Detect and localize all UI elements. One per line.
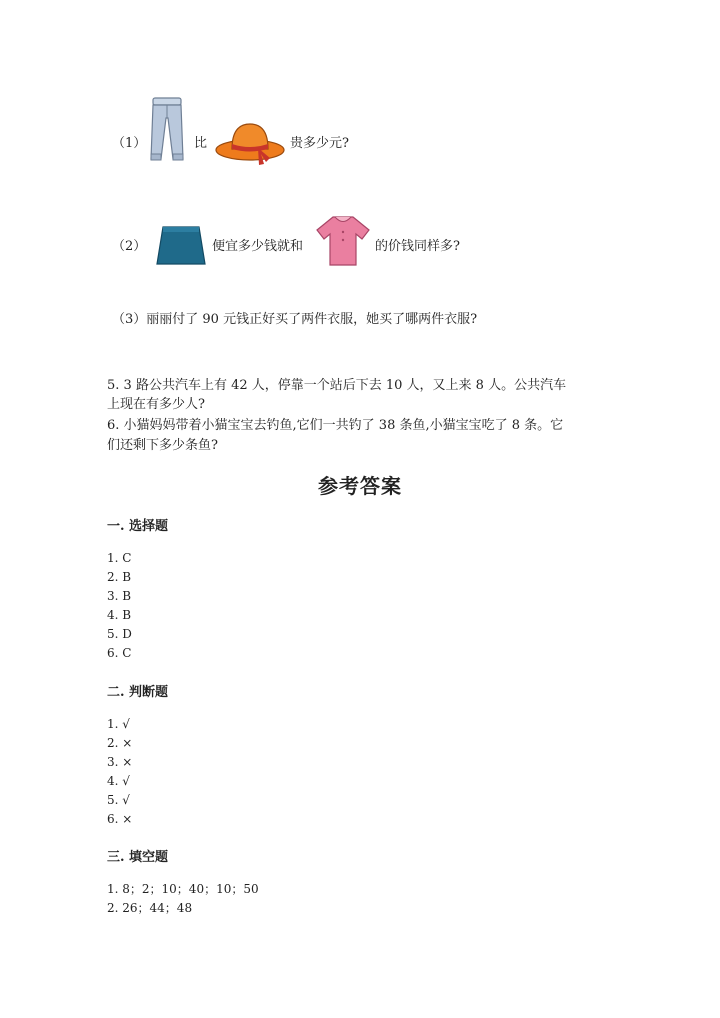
section-choice-heading: 一. 选择题: [107, 519, 169, 534]
q5-line1: 5. 3 路公共汽车上有 42 人，停靠一个站后下去 10 人，又上来 8 人。公共汽车: [107, 378, 567, 393]
answer-item: 1. C: [107, 551, 132, 565]
choice-answer-list: [107, 549, 132, 663]
answer-item: 1. 8；2；10；40；10；50: [107, 882, 259, 896]
q1-question: 贵多少元?: [290, 136, 349, 151]
q6-line2: 们还剩下多少条鱼?: [107, 438, 218, 453]
answer-item: 2. B: [107, 570, 132, 584]
answer-item: 4. B: [107, 608, 132, 622]
answer-item: 5. D: [107, 627, 132, 641]
answer-item: 5. √: [107, 793, 130, 807]
answer-item: 3. ×: [107, 755, 133, 769]
q2-question: 的价钱同样多?: [375, 239, 460, 254]
q3-text: （3）丽丽付了 90 元钱正好买了两件衣服，她买了哪两件衣服?: [112, 312, 478, 327]
answer-title: 参考答案: [318, 474, 402, 498]
q2-prefix: （2）: [112, 239, 147, 254]
answer-item: 2. 26；44；48: [107, 901, 193, 915]
q1-prefix: （1）: [112, 136, 147, 151]
q1-compare-word: 比: [194, 136, 208, 151]
answer-item: 3. B: [107, 589, 132, 603]
answer-item: 4. √: [107, 774, 130, 788]
shirt-icon: [314, 214, 372, 268]
answer-item: 1. √: [107, 717, 130, 731]
pants-icon: [146, 96, 188, 164]
skirt-icon: [155, 224, 207, 268]
judge-answer-list: [107, 715, 132, 829]
answer-item: 6. ×: [107, 812, 133, 826]
section-fill-heading: 三. 填空题: [107, 850, 169, 865]
fill-answer-list: [107, 880, 259, 918]
q5-line2: 上现在有多少人?: [107, 397, 205, 412]
answer-item: 2. ×: [107, 736, 133, 750]
section-judge-heading: 二. 判断题: [107, 685, 169, 700]
q2-middle-text: 便宜多少钱就和: [212, 239, 304, 254]
sun-hat-icon: [214, 120, 286, 168]
answer-item: 6. C: [107, 646, 132, 660]
q6-line1: 6. 小猫妈妈带着小猫宝宝去钓鱼,它们一共钓了 38 条鱼,小猫宝宝吃了 8 条。它: [107, 418, 564, 433]
